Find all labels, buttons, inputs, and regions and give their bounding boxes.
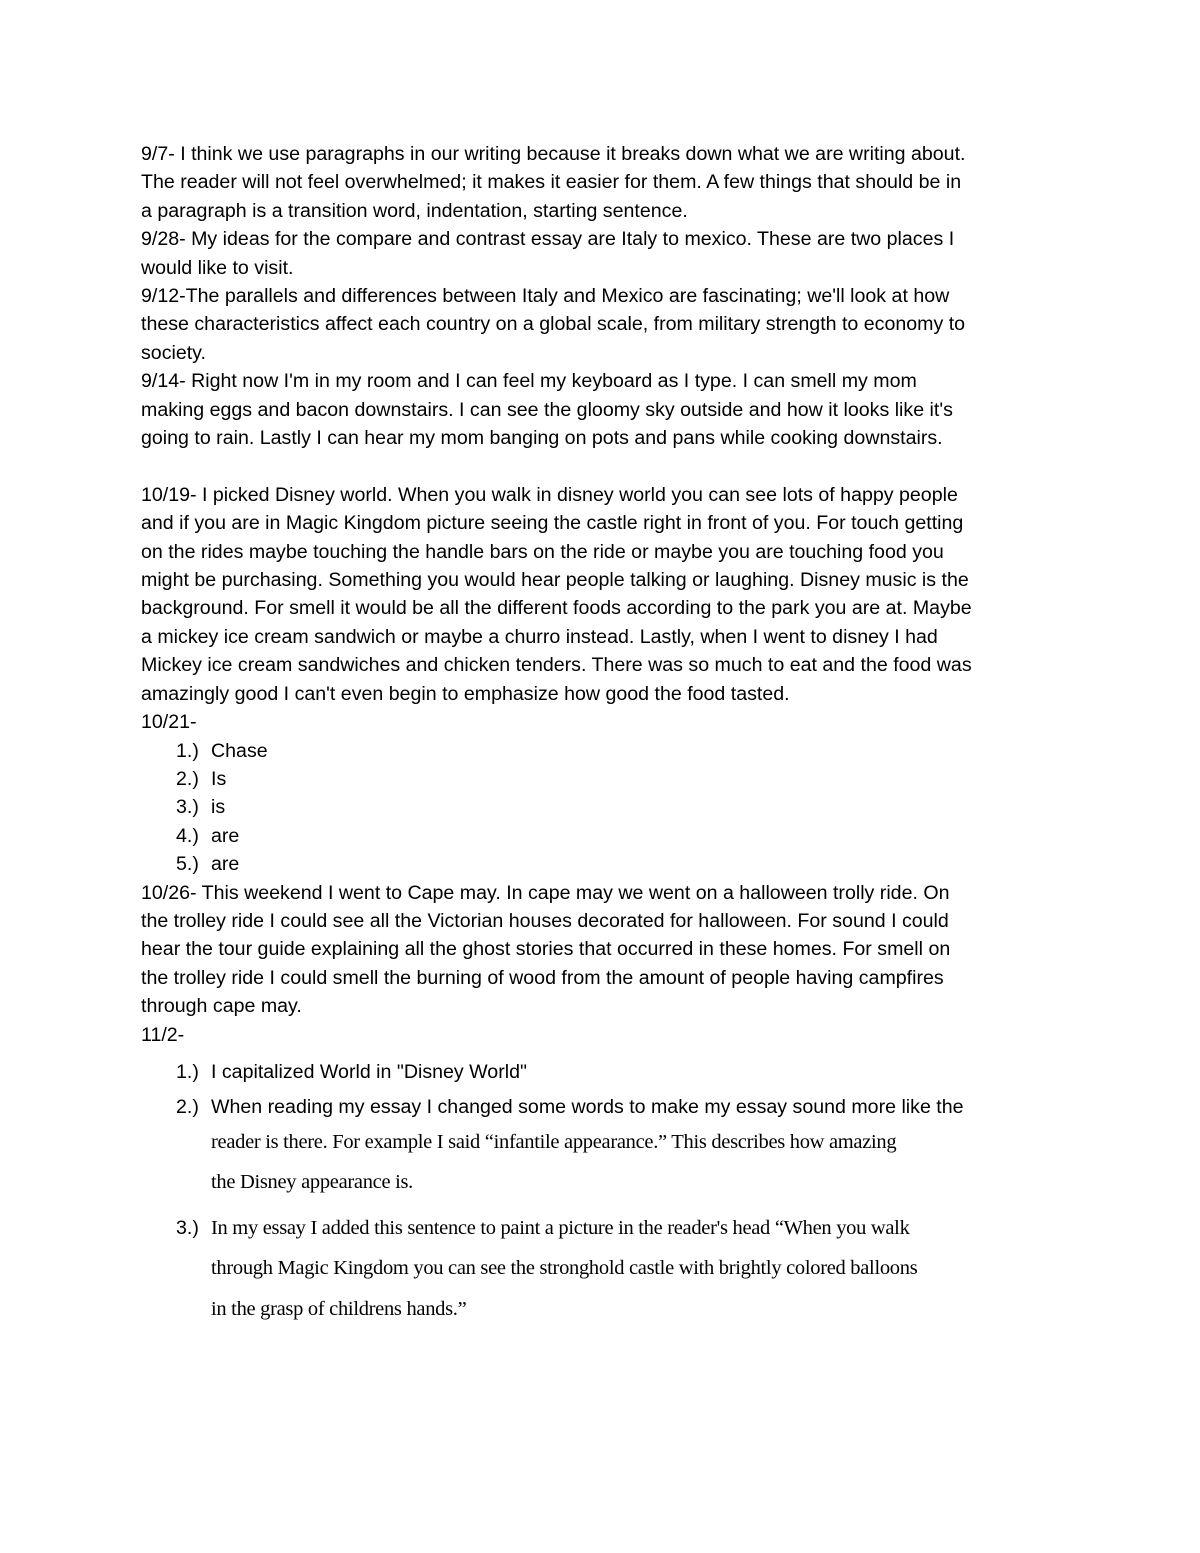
entry-heading: 11/2- — [141, 1023, 185, 1046]
text-line: these characteristics affect each country on a global scale, from military strength to economy to — [141, 313, 966, 336]
text-line: hear the tour guide explaining all the ghost stories that occurred in these homes. For smell on — [141, 938, 951, 961]
text-line: would like to visit. — [141, 256, 294, 279]
text-line: 9/28- My ideas for the compare and contrast essay are Italy to mexico. These are two places I — [141, 228, 955, 251]
text-line: 10/19- I picked Disney world. When you walk in disney world you can see lots of happy people — [141, 483, 958, 506]
list-number: 1.) — [176, 739, 199, 762]
list-number: 5.) — [176, 853, 199, 876]
list-item — [141, 1058, 1061, 1086]
entry-11-2 — [141, 1021, 1061, 1330]
text-line: 9/14- Right now I'm in my room and I can feel my keyboard as I type. I can smell my mom — [141, 370, 917, 393]
entry-10-19 — [141, 481, 1061, 708]
entry-10-21 — [141, 708, 1061, 878]
document-page — [141, 140, 1061, 1334]
list-item — [141, 765, 1061, 793]
list-item — [141, 822, 1061, 850]
list-text: reader is there. For example I said “infantile appearance.” This describes how amazing — [211, 1130, 897, 1153]
revision-list — [141, 1058, 1061, 1329]
list-text: are — [211, 853, 240, 876]
word-list — [141, 737, 1061, 879]
text-line: 9/7- I think we use paragraphs in our writing because it breaks down what we are writing about. — [141, 143, 966, 165]
list-text: Is — [211, 767, 227, 790]
text-line: the trolley ride I could see all the Victorian houses decorated for halloween. For sound I could — [141, 909, 949, 932]
text-line: 9/12-The parallels and differences between Italy and Mexico are fascinating; we'll look at how — [141, 285, 950, 308]
text-line: 10/26- This weekend I went to Cape may. In cape may we went on a halloween trolly ride. On — [141, 881, 950, 904]
text-line: making eggs and bacon downstairs. I can see the gloomy sky outside and how it looks like it's — [141, 398, 953, 421]
text-line: the trolley ride I could smell the burning of wood from the amount of people having campfires — [141, 966, 944, 989]
list-number: 2.) — [176, 767, 199, 790]
text-line: society. — [141, 341, 206, 364]
entry-9-12 — [141, 282, 1061, 367]
list-item — [141, 793, 1061, 821]
list-text: I capitalized World in "Disney World" — [211, 1060, 527, 1083]
text-line: on the rides maybe touching the handle bars on the ride or maybe you are touching food you — [141, 540, 944, 563]
list-text: through Magic Kingdom you can see the stronghold castle with brightly colored balloons — [211, 1257, 918, 1280]
entry-9-14 — [141, 367, 1061, 452]
blank-line — [141, 452, 1061, 480]
list-item — [141, 1093, 1061, 1202]
entry-heading: 10/21- — [141, 711, 197, 734]
text-line: a paragraph is a transition word, indentation, starting sentence. — [141, 199, 688, 222]
text-line: might be purchasing. Something you would hear people talking or laughing. Disney music is the — [141, 569, 969, 592]
entry-9-28 — [141, 225, 1061, 282]
list-number: 3.) — [176, 1216, 199, 1239]
list-text: is — [211, 796, 226, 819]
text-line: The reader will not feel overwhelmed; it makes it easier for them. A few things that should be in — [141, 171, 962, 194]
list-text: Chase — [211, 739, 268, 762]
list-text: When reading my essay I changed some words to make my essay sound more like the — [211, 1096, 964, 1119]
list-item — [141, 1208, 1061, 1330]
list-number: 4.) — [176, 824, 199, 847]
entry-9-7 — [141, 140, 1061, 225]
text-line: a mickey ice cream sandwich or maybe a churro instead. Lastly, when I went to disney I had — [141, 625, 938, 648]
list-item — [141, 737, 1061, 765]
list-text: In my essay I added this sentence to paint a picture in the reader's head “When you walk — [211, 1216, 910, 1239]
list-item — [141, 850, 1061, 878]
list-text: are — [211, 824, 240, 847]
list-number: 1.) — [176, 1060, 199, 1083]
list-number: 3.) — [176, 796, 199, 819]
text-line: amazingly good I can't even begin to emphasize how good the food tasted. — [141, 682, 790, 705]
text-line: through cape may. — [141, 995, 302, 1018]
list-number: 2.) — [176, 1096, 199, 1119]
list-text: in the grasp of childrens hands.” — [211, 1297, 467, 1320]
text-line: background. For smell it would be all the different foods according to the park you are at. Maybe — [141, 597, 972, 620]
text-line: going to rain. Lastly I can hear my mom banging on pots and pans while cooking downstairs. — [141, 427, 943, 450]
list-text: the Disney appearance is. — [211, 1171, 413, 1194]
entry-10-26 — [141, 879, 1061, 1021]
text-line: Mickey ice cream sandwiches and chicken tenders. There was so much to eat and the food was — [141, 654, 972, 677]
text-line: and if you are in Magic Kingdom picture seeing the castle right in front of you. For touch getting — [141, 512, 964, 535]
